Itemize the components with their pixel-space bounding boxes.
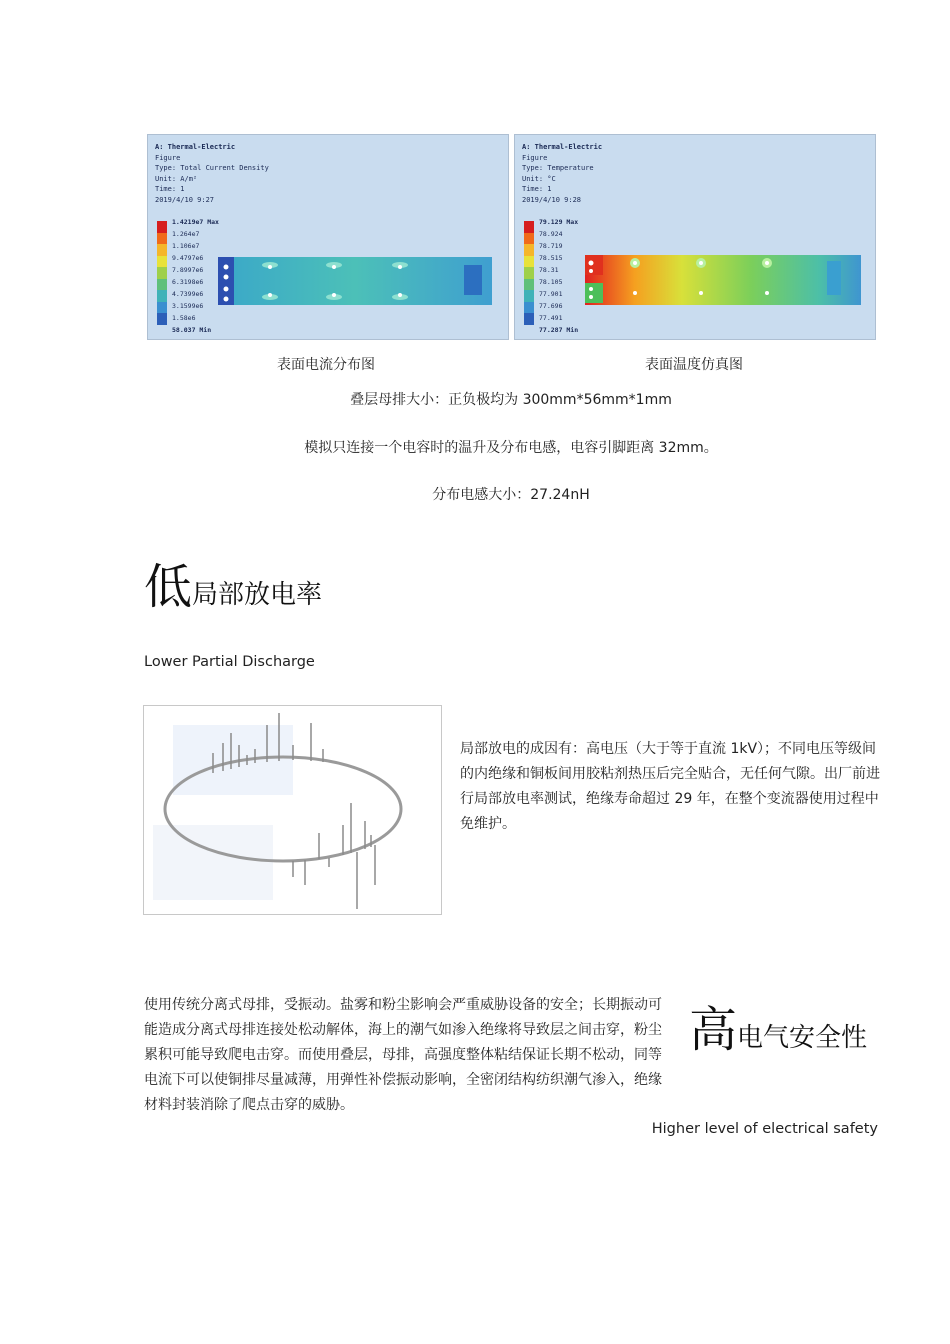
- heading-title: 电气安全性: [737, 1023, 868, 1053]
- legend-swatch: [157, 290, 167, 302]
- temperature-figure: [514, 134, 876, 340]
- section-subtitle-en: Lower Partial Discharge: [144, 654, 315, 670]
- temperature-legend-values: 79.129 Max 78.924 78.719 78.515 78.31 78.105 77.901 77.696 77.491 77.287 Min: [539, 218, 579, 334]
- section-heading-electrical-safety: [689, 1002, 868, 1058]
- heading-title: 局部放电率: [192, 580, 323, 610]
- partial-discharge-paragraph: 局部放电的成因有：高电压（大于等于直流 1kV）；不同电压等级间的内绝缘和铜板间用胶粘剂热压后完全贴合，无任何气隙。出厂前进行局部放电率测试，绝缘寿命超过 29 年，在整个变流器使用过程中免维护。: [460, 741, 880, 832]
- current-legend-values: 1.4219e7 Max 1.264e7 1.106e7 9.4797e6 7.8997e6 6.3198e6 4.7399e6 3.1599e6 1.58e6 58.037 Min: [172, 218, 219, 334]
- legend-swatch: [524, 290, 534, 302]
- current-figure-header: A: Thermal-Electric Figure Type: Total Current Density Unit: A/m² Time: 1 2019/4/10 9:27: [155, 143, 269, 204]
- current-figure-caption: 表面电流分布图: [277, 357, 375, 373]
- electrical-safety-paragraph: 使用传统分离式母排，受振动。盐雾和粉尘影响会严重威胁设备的安全；长期振动可能造成分离式母排连接处松动解体，海上的潮气如渗入绝缘将导致层之间击穿，粉尘累积可能导致爬电击穿。而使用叠层，母排，高强度整体粘结保证长期不松动，同等电流下可以使铜排尽量减薄，用弹性补偿振动影响，全密闭结构纺织潮气渗入，绝缘材料封装消除了爬点击穿的威胁。: [144, 997, 662, 1113]
- current-busbar-render: [212, 253, 502, 313]
- legend-swatch: [157, 221, 167, 233]
- current-density-figure: [147, 134, 509, 340]
- temperature-figure-caption: 表面温度仿真图: [645, 357, 743, 373]
- legend-swatch: [524, 233, 534, 245]
- spec-line-inductance: 分布电感大小：27.24nH: [432, 487, 590, 503]
- spec-line-busbar-size: 叠层母排大小：正负极均为 300mm*56mm*1mm: [350, 392, 672, 408]
- legend-swatch: [524, 267, 534, 279]
- legend-swatch: [524, 256, 534, 268]
- spec-line-simulation: 模拟只连接一个电容时的温升及分布电感，电容引脚距离 32mm。: [304, 440, 718, 456]
- section-subtitle-en: Higher level of electrical safety: [651, 1121, 878, 1137]
- temperature-busbar-render: [579, 249, 869, 311]
- legend-swatch: [524, 279, 534, 291]
- legend-swatch: [157, 256, 167, 268]
- legend-swatch: [157, 313, 167, 325]
- legend-swatch: [157, 233, 167, 245]
- current-color-legend: [157, 221, 167, 325]
- section-heading-low-discharge: [144, 559, 323, 615]
- legend-swatch: [524, 302, 534, 314]
- temperature-figure-header: A: Thermal-Electric Figure Type: Temperature Unit: °C Time: 1 2019/4/10 9:28: [522, 143, 603, 204]
- heading-big-char: 高: [689, 1002, 738, 1058]
- heading-big-char: 低: [144, 559, 193, 615]
- legend-swatch: [524, 244, 534, 256]
- legend-swatch: [157, 279, 167, 291]
- legend-swatch: [157, 302, 167, 314]
- legend-swatch: [157, 267, 167, 279]
- legend-swatch: [524, 221, 534, 233]
- legend-swatch: [157, 244, 167, 256]
- temperature-color-legend: [524, 221, 534, 325]
- legend-swatch: [524, 313, 534, 325]
- partial-discharge-pattern-image: [143, 705, 442, 915]
